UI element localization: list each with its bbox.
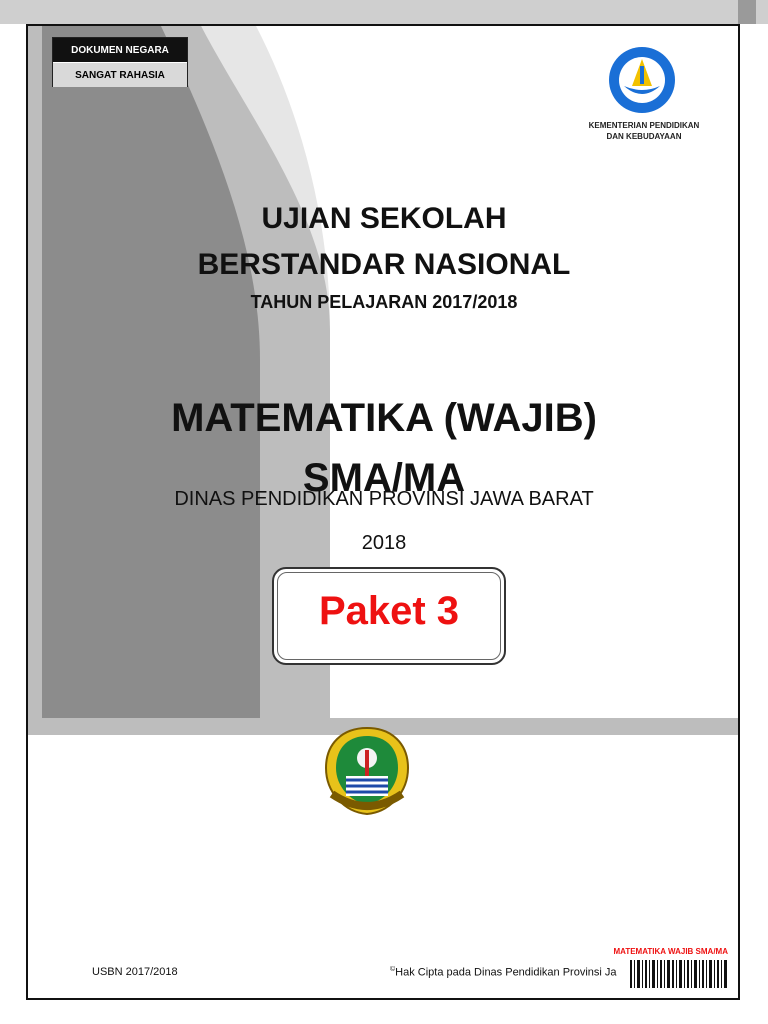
copyright-text: Hak Cipta pada Dinas Pendidikan Provinsi Ja [395,966,617,979]
page-border [26,24,740,1000]
academic-year: TAHUN PELAJARAN 2017/2018 [250,292,518,312]
tut-wuri-handayani-logo-icon [598,46,686,114]
exam-title-line2: BERSTANDAR NASIONAL [197,248,571,281]
exam-title-line1: UJIAN SEKOLAH [261,202,507,235]
ministry-name [560,120,728,142]
document-classification-badge [52,37,188,87]
barcode-icon [630,960,728,988]
copyright-symbol: © [390,966,396,973]
west-java-province-emblem-icon [324,726,410,816]
badge-line2: SANGAT RAHASIA [53,63,187,87]
footer-exam-code: USBN 2017/2018 [92,966,178,978]
badge-line1: DOKUMEN NEGARA [53,38,187,63]
subject-title: MATEMATIKA (WAJIB) [171,396,597,440]
issuing-agency: DINAS PENDIDIKAN PROVINSI JAWA BARAT [174,488,594,510]
package-label: Paket 3 [318,589,460,633]
footer-subject: MATEMATIKA WAJIB SMA/MA [613,947,728,956]
exam-year: 2018 [361,532,407,554]
ministry-name-line2: DAN KEBUDAYAAN [606,132,682,141]
package-box [272,567,506,665]
footer-copyright [390,966,628,979]
ministry-name-line1: KEMENTERIAN PENDIDIKAN [588,121,700,130]
school-level: SMA/MA [302,456,466,500]
